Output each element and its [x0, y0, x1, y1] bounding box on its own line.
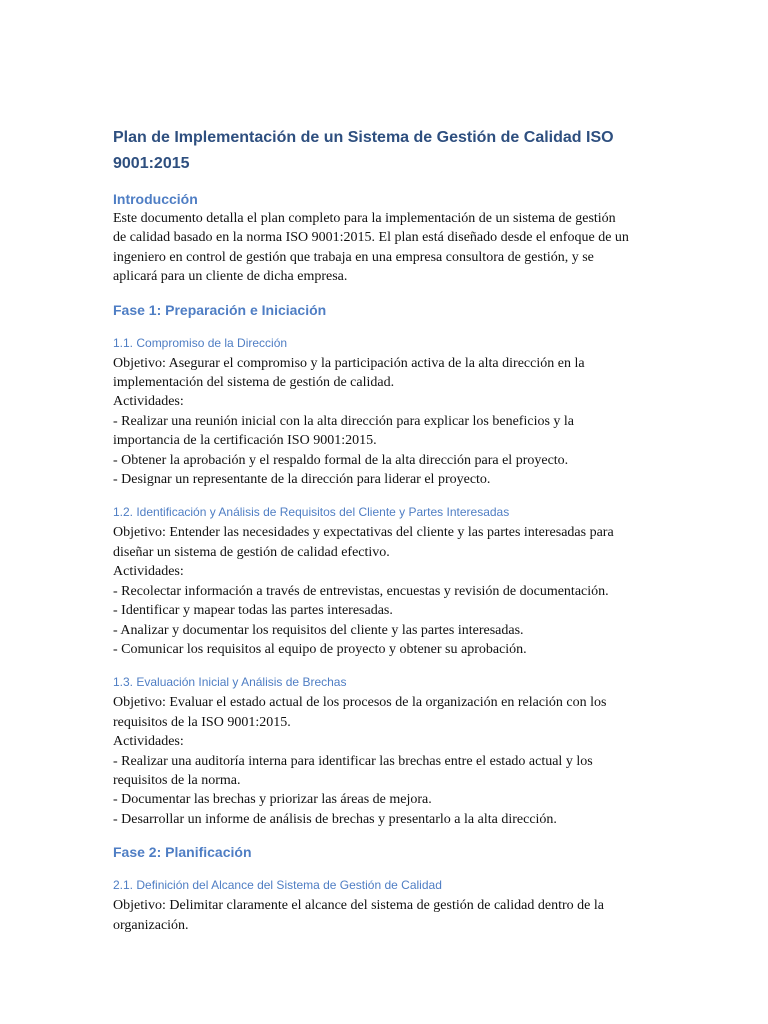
paragraph-line: - Comunicar los requisitos al equipo de proyecto y obtener su aprobación.	[113, 641, 527, 657]
paragraph-line: - Analizar y documentar los requisitos del cliente y las partes interesadas.	[113, 622, 524, 638]
title-line: Plan de Implementación de un Sistema de Gestión de Calidad ISO	[113, 129, 614, 146]
paragraph-line: Objetivo: Delimitar claramente el alcance del sistema de gestión de calidad dentro de la	[113, 898, 604, 914]
document-page	[113, 125, 658, 935]
paragraph-line: requisitos de la norma.	[113, 772, 241, 788]
title-line: 9001:2015	[113, 155, 190, 172]
section-1-2-heading: 1.2. Identificación y Análisis de Requisitos del Cliente y Partes Interesadas	[113, 505, 510, 520]
paragraph-line: - Designar un representante de la dirección para liderar el proyecto.	[113, 472, 491, 488]
paragraph-line: - Documentar las brechas y priorizar las áreas de mejora.	[113, 792, 432, 808]
fase-2-heading: Fase 2: Planificación	[113, 844, 252, 861]
paragraph-line: diseñar un sistema de gestión de calidad efectivo.	[113, 544, 390, 560]
document-title	[113, 125, 658, 177]
fase-1-heading: Fase 1: Preparación e Iniciación	[113, 301, 327, 318]
section-1-2-body	[113, 523, 658, 659]
paragraph-line: de calidad basado en la norma ISO 9001:2015. El plan está diseñado desde el enfoque de un	[113, 230, 629, 246]
section-1-3-heading: 1.3. Evaluación Inicial y Análisis de Brechas	[113, 675, 347, 690]
section-1-3-body	[113, 693, 658, 829]
section-1-1-body	[113, 354, 658, 490]
section-1-1-heading: 1.1. Compromiso de la Dirección	[113, 335, 288, 350]
paragraph-line: - Desarrollar un informe de análisis de brechas y presentarlo a la alta dirección.	[113, 811, 557, 827]
intro-heading: Introducción	[113, 191, 198, 207]
paragraph-line: Objetivo: Asegurar el compromiso y la participación activa de la alta dirección en la	[113, 355, 585, 371]
paragraph-line: ingeniero en control de gestión que trabaja en una empresa consultora de gestión, y se	[113, 249, 594, 265]
paragraph-line: Este documento detalla el plan completo para la implementación de un sistema de gestión	[113, 211, 616, 226]
paragraph-line: - Realizar una reunión inicial con la alta dirección para explicar los beneficios y la	[113, 413, 575, 429]
paragraph-line: - Realizar una auditoría interna para identificar las brechas entre el estado actual y los	[113, 753, 593, 769]
paragraph-line: Objetivo: Evaluar el estado actual de los procesos de la organización en relación con los	[113, 695, 607, 711]
paragraph-line: Actividades:	[113, 564, 184, 580]
paragraph-line: Actividades:	[113, 734, 184, 750]
paragraph-line: aplicará para un cliente de dicha empresa.	[113, 269, 348, 285]
paragraph-line: Actividades:	[113, 394, 184, 410]
paragraph-line: Objetivo: Entender las necesidades y expectativas del cliente y las partes interesadas para	[113, 525, 614, 541]
paragraph-line: - Obtener la aprobación y el respaldo formal de la alta dirección para el proyecto.	[113, 452, 569, 468]
section-2-1-heading: 2.1. Definición del Alcance del Sistema de Gestión de Calidad	[113, 878, 442, 893]
paragraph-line: importancia de la certificación ISO 9001:2015.	[113, 433, 377, 449]
intro-paragraph	[113, 209, 658, 287]
paragraph-line: - Identificar y mapear todas las partes interesadas.	[113, 603, 393, 619]
paragraph-line: implementación del sistema de gestión de calidad.	[113, 375, 395, 391]
paragraph-line: organización.	[113, 917, 189, 933]
section-2-1-body	[113, 896, 658, 935]
paragraph-line: - Recolectar información a través de entrevistas, encuestas y revisión de documentación.	[113, 583, 609, 599]
paragraph-line: requisitos de la ISO 9001:2015.	[113, 714, 291, 730]
